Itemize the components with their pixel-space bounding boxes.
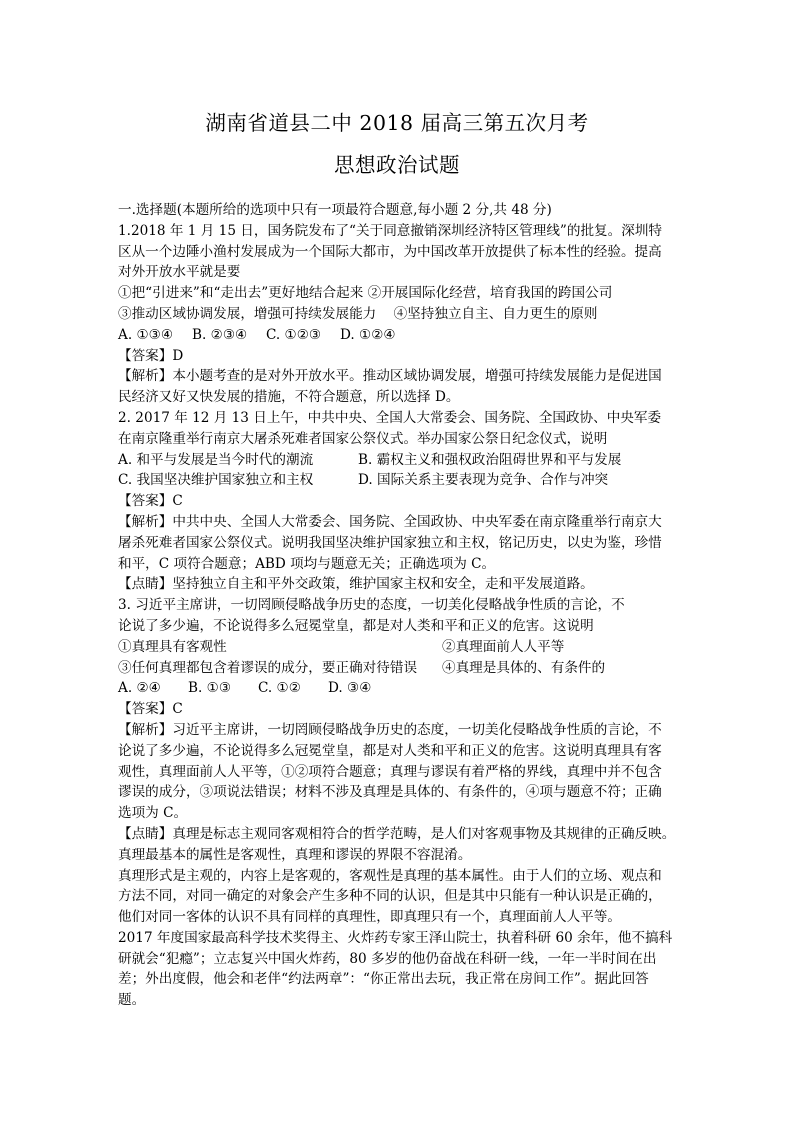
material-line: 差；外出度假，他会和老伴“约法两章”：“你正常出去玩，我正常在房间工作”。据此回答 bbox=[118, 971, 649, 988]
q2-options-row bbox=[118, 470, 678, 491]
q1-item-line: ①把“引进来”和“走出去”更好地结合起来 ②开展国际化经营，培育我国的跨国公司 bbox=[118, 285, 613, 302]
q1-option-d: D. ①②④ bbox=[340, 326, 396, 343]
page-subtitle: 思想政治试题 bbox=[334, 153, 460, 177]
material-line: 2017 年度国家最高科学技术奖得主、火炸药专家王泽山院士，执着科研 60 余年，他不搞科 bbox=[118, 929, 673, 946]
q2-option-a: A. 和平与发展是当今时代的潮流 bbox=[118, 451, 314, 468]
q2-analysis-line: 和平，C 项符合题意；ABD 项均与题意无关；正确选项为 C。 bbox=[118, 555, 496, 572]
q3-item-1: ①真理具有客观性 bbox=[118, 638, 227, 655]
q3-tip-line: 真理形式是主观的，内容上是客观的，客观性是真理的基本属性。由于人们的立场、观点和 bbox=[118, 867, 662, 884]
q1-options bbox=[118, 325, 678, 346]
q3-answer: 【答案】C bbox=[118, 701, 183, 718]
q2-stem-line: 在南京隆重举行南京大屠杀死难者国家公祭仪式。举办国家公祭日纪念仪式，说明 bbox=[118, 430, 608, 447]
q1-option-b: B. ②③④ bbox=[192, 326, 248, 343]
q1-item-line: ③推动区域协调发展，增强可持续发展能力 ④坚持独立自主、自力更生的原则 bbox=[118, 305, 598, 322]
q2-option-b: B. 霸权主义和强权政治阻碍世界和平与发展 bbox=[358, 451, 622, 468]
q2-analysis-line: 【解析】中共中央、全国人大常委会、国务院、全国政协、中央军委在南京隆重举行南京大 bbox=[118, 513, 662, 530]
section-header: 一.选择题(本题所给的选项中只有一项最符合题意,每小题 2 分,共 48 分) bbox=[118, 202, 552, 218]
q3-analysis-line: 论说了多少遍，不论说得多么冠冕堂皇，都是对人类和平和正义的危害。这说明真理具有客 bbox=[118, 742, 662, 759]
q3-items-row bbox=[118, 637, 678, 658]
q1-answer: 【答案】D bbox=[118, 347, 184, 364]
q2-analysis-line: 屠杀死难者国家公祭仪式。说明我国坚决维护国家独立和主权，铭记历史，以史为鉴，珍惜 bbox=[118, 534, 662, 551]
q1-analysis-line: 民经济又好又快发展的措施，不符合题意，所以选择 D。 bbox=[118, 389, 460, 406]
page-title: 湖南省道县二中 2018 届高三第五次月考 bbox=[205, 111, 589, 135]
q3-option-a: A. ②④ bbox=[118, 680, 161, 697]
q3-tip-line: 【点睛】真理是标志主观同客观相符合的哲学范畴，是人们对客观事物及其规律的正确反映。 bbox=[118, 825, 676, 842]
q3-analysis-line: 谬误的成分，③项说法错误；材料不涉及真理是具体的、有条件的，④项与题意不符；正确 bbox=[118, 784, 662, 801]
q1-stem-line: 1.2018 年 1 月 15 日，国务院发布了“关于同意撤销深圳经济特区管理线”的批复。深圳特 bbox=[118, 222, 663, 239]
q3-stem-line: 3. 习近平主席讲，一切罔顾侵略战争历史的态度，一切美化侵略战争性质的言论，不 bbox=[118, 597, 625, 614]
q1-analysis-line: 【解析】本小题考查的是对外开放水平。推动区域协调发展，增强可持续发展能力是促进国 bbox=[118, 368, 662, 385]
q2-option-c: C. 我国坚决维护国家独立和主权 bbox=[118, 472, 314, 489]
q1-stem-line: 对外开放水平就是要 bbox=[118, 264, 241, 281]
q3-option-c: C. ①② bbox=[258, 680, 301, 697]
q3-analysis-line: 选项为 C。 bbox=[118, 805, 188, 822]
q3-options bbox=[118, 678, 678, 699]
q2-answer: 【答案】C bbox=[118, 493, 183, 510]
q3-option-b: B. ①③ bbox=[188, 680, 232, 697]
q2-stem-line: 2. 2017 年 12 月 13 日上午，中共中央、全国人大常委会、国务院、全国政协、中央军委 bbox=[118, 409, 662, 426]
q3-tip-line: 他们对同一客体的认识不具有同样的真理性，即真理只有一个，真理面前人人平等。 bbox=[118, 909, 621, 926]
q3-analysis-line: 观性，真理面前人人平等，①②项符合题意；真理与谬误有着严格的界线，真理中并不包含 bbox=[118, 763, 662, 780]
q3-item-3: ③任何真理都包含着谬误的成分，要正确对待错误 bbox=[118, 659, 418, 676]
q3-tip-line: 真理最基本的属性是客观性，真理和谬误的界限不容混淆。 bbox=[118, 846, 472, 863]
material-line: 题。 bbox=[118, 992, 146, 1009]
q1-option-c: C. ①②③ bbox=[266, 326, 322, 343]
q2-option-d: D. 国际关系主要表现为竞争、合作与冲突 bbox=[358, 472, 609, 489]
q3-stem-line: 论说了多少遍，不论说得多么冠冕堂皇，都是对人类和平和正义的危害。这说明 bbox=[118, 617, 594, 634]
q3-option-d: D. ③④ bbox=[328, 680, 372, 697]
q3-tip-line: 方法不同，对同一确定的对象会产生多种不同的认识，但是其中只能有一种认识是正确的， bbox=[118, 888, 662, 905]
material-line: 研就会“犯瘾”；立志复兴中国火炸药，80 多岁的他仍奋战在科研一线，一年一半时间在出 bbox=[118, 950, 657, 967]
q1-stem-line: 区从一个边陲小渔村发展成为一个国际大都市，为中国改革开放提供了标本性的经验。提高 bbox=[118, 243, 662, 260]
q2-tip: 【点睛】坚持独立自主和平外交政策，维护国家主权和安全，走和平发展道路。 bbox=[118, 576, 594, 593]
q2-options-row bbox=[118, 450, 678, 471]
q3-item-4: ④真理是具体的、有条件的 bbox=[442, 659, 606, 676]
q3-items-row bbox=[118, 658, 678, 679]
q1-option-a: A. ①③④ bbox=[118, 326, 174, 343]
q3-item-2: ②真理面前人人平等 bbox=[442, 638, 565, 655]
q3-analysis-line: 【解析】习近平主席讲，一切罔顾侵略战争历史的态度，一切美化侵略战争性质的言论，不 bbox=[118, 721, 662, 738]
document-body bbox=[118, 200, 678, 1011]
